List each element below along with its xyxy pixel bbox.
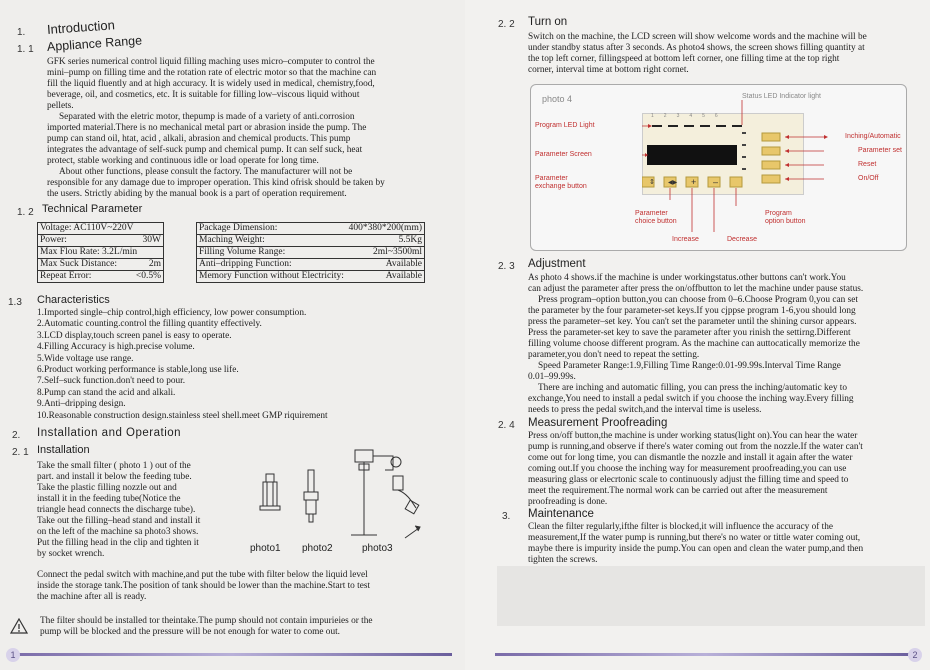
page-number: 1	[6, 648, 20, 662]
reset-label: Reset	[858, 161, 877, 168]
inching-automatic-label: Inching/Automatic	[845, 133, 901, 140]
section-num: 1. 2	[17, 207, 34, 218]
stand-photo	[351, 450, 420, 538]
section-title-measurement: Measurement Proofreading	[528, 417, 668, 429]
list-item: 9.Anti–dripping design.	[37, 399, 126, 410]
param-choice-label: Parameter choice button	[635, 210, 677, 225]
turn-on-para: Switch on the machine, the LCD screen will show welcome words and the machine will be under standby status after 3 seconds. As photo4 shows, the screen shows filling quantity at the top left corner, fillingspeed at bottom left corner, one filling time at the top right corner, interval time at bottom right cornet.	[528, 32, 867, 75]
param-exchange-label: Parameter exchange button	[535, 175, 587, 190]
section-title-appliance-range: Appliance Range	[46, 33, 143, 54]
appliance-para-3: About other functions, please consult the factory. The manufacturer will not be responsible for any damage due to improper operation. This kind ofrisk should be taken by the users. Strictly abiding by the manual book is a part of operation requirement.	[47, 167, 385, 199]
nozzle-photo	[304, 470, 318, 522]
parameter-set-label: Parameter set	[858, 147, 902, 154]
section-num: 1.	[17, 27, 26, 38]
section-title-turn-on: Turn on	[528, 16, 568, 28]
list-item: 1.Imported single–chip control,high efficiency, low power consumption.	[37, 308, 307, 318]
increase-label: Increase	[672, 236, 699, 243]
section-num: 2. 3	[498, 261, 515, 272]
section-num: 1.3	[8, 297, 22, 308]
parameter-screen-label: Parameter Screen	[535, 151, 592, 158]
blank-area	[497, 566, 925, 626]
warning-text: The filter should be installed tor theintake.The pump should not contain impurieies or the pump will be blocked and the pressure will be not enough for water to come out.	[40, 616, 373, 637]
list-item: 6.Product working performance is stable,long use life.	[37, 365, 239, 376]
spec-table-right: Package Dimension: 400*380*200(mm) Maching Weight: 5.5Kg Filling Volume Range: 2ml~3500ml Anti–dripping Function: Available Memory Function without Electricity: Available	[196, 222, 425, 283]
program-led-label: Program LED Light	[535, 122, 595, 129]
footer-bar	[12, 653, 452, 656]
decrease-key: –	[713, 177, 719, 187]
measurement-para: Press on/off button,the machine is under working status(light on).You can hear the water pump is running,and observe if there's water coming out from the nozzle.If the water can't come out for long time, you can dismantle the nozzle and install it again after the water coming out.If you choose the inching way for measurement proofreading,you can use measuring glass or elecrtonic scale to continuously adjust the filling time and speed to meet the requirement.The normal work can be carried out after the measurement proofreading is done.	[528, 431, 863, 507]
section-title-maintenance: Maintenance	[528, 508, 594, 520]
installation-para-2: Connect the pedal switch with machine,and put the tube with filter below the liquid level inside the storage tank.The position of tank should be lower than the machine.Start to test the machine after all is ready.	[37, 570, 371, 602]
characteristics-list	[37, 308, 437, 422]
installation-photos	[255, 440, 440, 545]
installation-para: Take the small filter ( photo 1 ) out of the part. and install it below the feeding tube. Take the plastic filling nozzle out and install it in the feeding tube(Notice the triangle head connects the discharge tube). Take out the filling–head stand and install it on the left of the machine sa photo3 shows. Put the filling head in the clip and tighten it by socket wrench.	[37, 461, 201, 559]
adjustment-para: As photo 4 shows.if the machine is under workingstatus.other buttons can't work.You can adjust the parameter after press the on/offbutton to let the machine under pause status. Press program–option button,you can choose from 0–6.Choose Program 0,you can set the parameter by the four parameter-set keys.If you cjppse program 1-6,you should long press the parameter–set key. You can't set the parameter until the shining cursor appears. Press the parameter-set key to save the parameter after you rinish the settirng.Different filling volume choose different program. As the machine can auttocatically memorize the parameter,you don't need to repeat the setting. Speed Parameter Range:1.9,Filling Time Range:0.01-99.99s.Interval Time Range 0.01–99.99s. There are inching and automatic filling, you can press the inching/automatic key to exchange,You need to install a pedal switch if you choose the inching way.Every filling needs to press the pedal switch,and the interval time is useless.	[528, 273, 864, 415]
warning-icon	[10, 618, 28, 634]
program-option-label: Program option button	[765, 210, 806, 225]
section-num: 2.	[12, 430, 21, 441]
list-item: 4.Filling Accuracy is high.precise volume.	[37, 342, 195, 353]
list-item: 10.Reasonable construction design.stainless steel shell.meet GMP riquirement	[37, 410, 328, 421]
svg-text:◀▶: ◀▶	[668, 180, 678, 186]
section-num: 2. 1	[12, 447, 29, 458]
section-title-installation: Installation	[37, 444, 90, 456]
section-num: 2. 4	[498, 420, 515, 431]
increase-key: +	[691, 177, 697, 187]
diagram-title: photo 4	[542, 94, 573, 104]
section-title-introduction: Introduction	[46, 17, 116, 37]
status-led-label: Status LED Indicator light	[742, 93, 821, 100]
list-item: 3.LCD display,touch screen panel is easy to operate.	[37, 330, 232, 341]
section-title-installation-operation: Installation and Operation	[37, 427, 182, 439]
list-item: 2.Automatic counting.control the filling quantity effectively.	[37, 319, 262, 330]
svg-text:⇕: ⇕	[649, 179, 655, 186]
spec-table-left: Voltage: AC110V~220V Power: 30W Max Flou Rate: 3.2L/min Max Suck Distance: 2m Repeat Error: <0.5%	[37, 222, 164, 283]
list-item: 5.Wide voltage use range.	[37, 353, 134, 364]
page-number: 2	[908, 648, 922, 662]
filter-photo	[260, 474, 280, 510]
photo-label: photo3	[362, 543, 393, 554]
onoff-label: On/Off	[858, 175, 879, 182]
right-page	[465, 0, 930, 670]
footer-bar	[495, 653, 915, 656]
list-item: 8.Pump can stand the acid and alkali.	[37, 387, 176, 398]
list-item: 7.Self–suck function.don't need to pour.	[37, 376, 186, 387]
appliance-para-1: GFK series numerical control liquid filling maching uses micro–computer to control the mini–pump on filling time and the rotation rate of electric motor so that the machine can fill the liquid fluently and at high accuracy. It is widely used in medical, chemistry,food, beverage, oil, and cosmetics, etc. It is suitable for filling low–viscous liquid without pellets.	[47, 57, 377, 111]
appliance-para-2: Separated with the eletric motor, thepump is made of a variety of anti.corrosion imported material.There is no mechanical metal part or abrasion inside the pump. The pump can stand oil, htat, acid , alkali, abrasion and chemical products. This pump integrates the advantage of self-suck pump and chemical pump. It can self suck, heat protect, stable working and continuous idle or load operate for long time.	[47, 112, 367, 166]
section-title-technical-parameter: Technical Parameter	[42, 203, 143, 215]
led-digits: 1 2 3 4 5 6	[651, 113, 718, 119]
maintenance-para: Clean the filter regularly,ifthe filter is blocked,it will influence the accuracy of the measurement,If the water pump is running,but there's no water or tittle water coming out, maybe there is impurity inside the pump.You can open and clean the water pump,and then tighten the screws.	[528, 522, 864, 565]
section-title-characteristics: Characteristics	[37, 294, 110, 306]
decrease-label: Decrease	[727, 236, 757, 243]
photo-label: photo1	[250, 543, 281, 554]
section-title-adjustment: Adjustment	[528, 258, 586, 270]
section-num: 3.	[502, 511, 511, 522]
section-num: 1. 1	[17, 44, 34, 55]
photo-label: photo2	[302, 543, 333, 554]
section-num: 2. 2	[498, 19, 515, 30]
